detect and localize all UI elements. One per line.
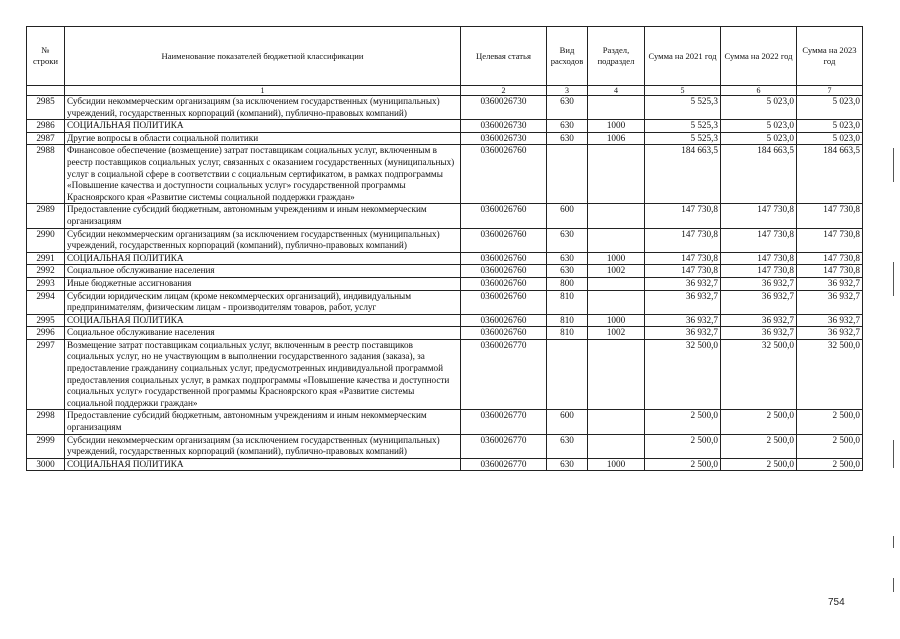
sum-2023-cell: 2 500,0	[797, 410, 863, 434]
sum-2022-cell: 5 023,0	[721, 120, 797, 133]
target-article-cell: 0360026760	[461, 228, 547, 252]
sum-2022-cell: 36 932,7	[721, 314, 797, 327]
expense-type-cell: 800	[547, 277, 588, 290]
sum-2023-cell: 36 932,7	[797, 290, 863, 314]
column-number: 5	[645, 86, 721, 96]
table-row	[27, 120, 863, 133]
target-article-cell: 0360026760	[461, 290, 547, 314]
sum-2023-cell: 36 932,7	[797, 277, 863, 290]
row-number-cell: 2987	[27, 132, 65, 145]
sum-2023-cell: 36 932,7	[797, 314, 863, 327]
sum-2021-cell: 36 932,7	[645, 290, 721, 314]
sum-2023-cell: 184 663,5	[797, 145, 863, 204]
sum-2021-cell: 147 730,8	[645, 252, 721, 265]
sum-2023-cell: 147 730,8	[797, 252, 863, 265]
indicator-name-cell: Субсидии юридическим лицам (кроме некоммерческих организаций), индивидуальным предпринимателям, физическим лицам - производителям товаров, работ, услуг	[65, 290, 461, 314]
table-row	[27, 277, 863, 290]
section-cell	[588, 204, 645, 228]
section-cell	[588, 277, 645, 290]
sum-2022-cell: 147 730,8	[721, 204, 797, 228]
indicator-name-cell: Социальное обслуживание населения	[65, 327, 461, 340]
section-cell: 1002	[588, 265, 645, 278]
indicator-name-cell: Другие вопросы в области социальной политики	[65, 132, 461, 145]
table-row	[27, 265, 863, 278]
sum-2023-cell: 5 023,0	[797, 120, 863, 133]
section-cell	[588, 339, 645, 410]
sum-2021-cell: 147 730,8	[645, 204, 721, 228]
sum-2023-cell: 5 023,0	[797, 96, 863, 120]
row-number-cell: 2998	[27, 410, 65, 434]
row-number-cell: 3000	[27, 458, 65, 471]
target-article-cell: 0360026760	[461, 145, 547, 204]
indicator-name-cell: Предоставление субсидий бюджетным, автономным учреждениям и иным некоммерческим организациям	[65, 204, 461, 228]
column-number	[27, 86, 65, 96]
expense-type-cell	[547, 339, 588, 410]
indicator-name-cell: СОЦИАЛЬНАЯ ПОЛИТИКА	[65, 252, 461, 265]
sum-2023-cell: 2 500,0	[797, 434, 863, 458]
header-expense-type: Вид расходов	[547, 27, 588, 86]
table-row	[27, 434, 863, 458]
expense-type-cell: 630	[547, 265, 588, 278]
sum-2021-cell: 5 525,3	[645, 96, 721, 120]
row-number-cell: 2997	[27, 339, 65, 410]
header-row-number: № строки	[27, 27, 65, 86]
indicator-name-cell: Иные бюджетные ассигнования	[65, 277, 461, 290]
sum-2021-cell: 147 730,8	[645, 228, 721, 252]
row-number-cell: 2986	[27, 120, 65, 133]
expense-type-cell: 600	[547, 204, 588, 228]
target-article-cell: 0360026760	[461, 204, 547, 228]
sum-2022-cell: 32 500,0	[721, 339, 797, 410]
column-number: 7	[797, 86, 863, 96]
section-cell: 1000	[588, 458, 645, 471]
sum-2021-cell: 32 500,0	[645, 339, 721, 410]
row-number-cell: 2991	[27, 252, 65, 265]
expense-type-cell: 630	[547, 96, 588, 120]
table-row	[27, 410, 863, 434]
target-article-cell: 0360026770	[461, 410, 547, 434]
sum-2022-cell: 2 500,0	[721, 434, 797, 458]
sum-2023-cell: 147 730,8	[797, 228, 863, 252]
sum-2022-cell: 5 023,0	[721, 132, 797, 145]
section-cell: 1006	[588, 132, 645, 145]
sum-2021-cell: 2 500,0	[645, 410, 721, 434]
section-cell: 1000	[588, 314, 645, 327]
section-cell	[588, 228, 645, 252]
sum-2023-cell: 5 023,0	[797, 132, 863, 145]
sum-2021-cell: 2 500,0	[645, 434, 721, 458]
row-number-cell: 2985	[27, 96, 65, 120]
header-sum-2023: Сумма на 2023 год	[797, 27, 863, 86]
row-number-cell: 2992	[27, 265, 65, 278]
table-row	[27, 145, 863, 204]
sum-2022-cell: 147 730,8	[721, 265, 797, 278]
target-article-cell: 0360026760	[461, 277, 547, 290]
sum-2021-cell: 5 525,3	[645, 120, 721, 133]
sum-2021-cell: 5 525,3	[645, 132, 721, 145]
sum-2023-cell: 36 932,7	[797, 327, 863, 340]
sum-2023-cell: 147 730,8	[797, 265, 863, 278]
sum-2021-cell: 184 663,5	[645, 145, 721, 204]
row-number-cell: 2990	[27, 228, 65, 252]
column-number: 2	[461, 86, 547, 96]
margin-mark	[893, 536, 894, 548]
target-article-cell: 0360026760	[461, 314, 547, 327]
expense-type-cell: 630	[547, 228, 588, 252]
section-cell: 1000	[588, 120, 645, 133]
header-target-article: Целевая статья	[461, 27, 547, 86]
target-article-cell: 0360026760	[461, 327, 547, 340]
expense-type-cell: 810	[547, 290, 588, 314]
section-cell: 1002	[588, 327, 645, 340]
column-number: 4	[588, 86, 645, 96]
table-row	[27, 132, 863, 145]
sum-2022-cell: 36 932,7	[721, 290, 797, 314]
target-article-cell: 0360026760	[461, 265, 547, 278]
indicator-name-cell: Возмещение затрат поставщикам социальных услуг, включенным в реестр поставщиков социальных услуг, но не участвующим в выполнении государственного задания (заказа), за предоставление гражданину социальных услуг, предусмотренных индивидуальной программой предоставления социальных услуг, в рамках подпрограммы «Повышение качества и доступности социальных услуг» государственной программы Красноярского края «Развитие системы социальной поддержки граждан»	[65, 339, 461, 410]
expense-type-cell: 810	[547, 314, 588, 327]
table-row	[27, 96, 863, 120]
target-article-cell: 0360026760	[461, 252, 547, 265]
table-body	[27, 96, 863, 471]
sum-2021-cell: 2 500,0	[645, 458, 721, 471]
sum-2022-cell: 2 500,0	[721, 458, 797, 471]
row-number-cell: 2988	[27, 145, 65, 204]
indicator-name-cell: Предоставление субсидий бюджетным, автономным учреждениям и иным некоммерческим организациям	[65, 410, 461, 434]
table-row	[27, 314, 863, 327]
expense-type-cell: 630	[547, 434, 588, 458]
target-article-cell: 0360026730	[461, 132, 547, 145]
header-sum-2021: Сумма на 2021 год	[645, 27, 721, 86]
table-row	[27, 339, 863, 410]
column-number: 1	[65, 86, 461, 96]
column-number: 6	[721, 86, 797, 96]
indicator-name-cell: Субсидии некоммерческим организациям (за исключением государственных (муниципальных) учреждений, государственных корпораций (компаний), публично-правовых компаний)	[65, 434, 461, 458]
page-number: 754	[828, 597, 845, 608]
indicator-name-cell: Субсидии некоммерческим организациям (за исключением государственных (муниципальных) учреждений, государственных корпораций (компаний), публично-правовых компаний)	[65, 96, 461, 120]
row-number-cell: 2989	[27, 204, 65, 228]
margin-mark	[893, 262, 894, 296]
target-article-cell: 0360026770	[461, 339, 547, 410]
sum-2023-cell: 147 730,8	[797, 204, 863, 228]
indicator-name-cell: Субсидии некоммерческим организациям (за исключением государственных (муниципальных) учреждений, государственных корпораций (компаний), публично-правовых компаний)	[65, 228, 461, 252]
budget-table	[26, 26, 863, 471]
header-sum-2022: Сумма на 2022 год	[721, 27, 797, 86]
budget-sheet	[26, 26, 862, 471]
table-row	[27, 458, 863, 471]
sum-2021-cell: 147 730,8	[645, 265, 721, 278]
column-number: 3	[547, 86, 588, 96]
row-number-cell: 2994	[27, 290, 65, 314]
expense-type-cell: 600	[547, 410, 588, 434]
section-cell	[588, 434, 645, 458]
indicator-name-cell: Финансовое обеспечение (возмещение) затрат поставщикам социальных услуг, включенным в реестр поставщиков социальных услуг, связанных с оказанием государственных (муниципальных) услуг в социальной сфере в соответствии с социальным сертификатом, в рамках подпрограммы «Повышение качества и доступности социальных услуг» государственной программы Красноярского края «Развитие системы социальной поддержки граждан»	[65, 145, 461, 204]
sum-2022-cell: 2 500,0	[721, 410, 797, 434]
target-article-cell: 0360026730	[461, 120, 547, 133]
row-number-cell: 2999	[27, 434, 65, 458]
sum-2022-cell: 36 932,7	[721, 277, 797, 290]
sum-2022-cell: 36 932,7	[721, 327, 797, 340]
sum-2023-cell: 2 500,0	[797, 458, 863, 471]
indicator-name-cell: СОЦИАЛЬНАЯ ПОЛИТИКА	[65, 120, 461, 133]
expense-type-cell: 630	[547, 132, 588, 145]
expense-type-cell	[547, 145, 588, 204]
header-section: Раздел, подраздел	[588, 27, 645, 86]
row-number-cell: 2995	[27, 314, 65, 327]
table-row	[27, 228, 863, 252]
section-cell	[588, 290, 645, 314]
expense-type-cell: 630	[547, 252, 588, 265]
indicator-name-cell: СОЦИАЛЬНАЯ ПОЛИТИКА	[65, 314, 461, 327]
column-number-row	[27, 86, 863, 96]
indicator-name-cell: СОЦИАЛЬНАЯ ПОЛИТИКА	[65, 458, 461, 471]
sum-2022-cell: 5 023,0	[721, 96, 797, 120]
expense-type-cell: 630	[547, 120, 588, 133]
table-row	[27, 204, 863, 228]
table-header-row	[27, 27, 863, 86]
sum-2022-cell: 147 730,8	[721, 228, 797, 252]
margin-mark	[893, 148, 894, 182]
margin-mark	[893, 578, 894, 592]
header-name: Наименование показателей бюджетной классификации	[65, 27, 461, 86]
sum-2021-cell: 36 932,7	[645, 314, 721, 327]
target-article-cell: 0360026770	[461, 434, 547, 458]
table-row	[27, 327, 863, 340]
sum-2021-cell: 36 932,7	[645, 327, 721, 340]
target-article-cell: 0360026770	[461, 458, 547, 471]
sum-2022-cell: 184 663,5	[721, 145, 797, 204]
sum-2022-cell: 147 730,8	[721, 252, 797, 265]
sum-2023-cell: 32 500,0	[797, 339, 863, 410]
section-cell: 1000	[588, 252, 645, 265]
table-row	[27, 252, 863, 265]
section-cell	[588, 96, 645, 120]
table-row	[27, 290, 863, 314]
sum-2021-cell: 36 932,7	[645, 277, 721, 290]
row-number-cell: 2993	[27, 277, 65, 290]
section-cell	[588, 145, 645, 204]
expense-type-cell: 810	[547, 327, 588, 340]
expense-type-cell: 630	[547, 458, 588, 471]
section-cell	[588, 410, 645, 434]
target-article-cell: 0360026730	[461, 96, 547, 120]
indicator-name-cell: Социальное обслуживание населения	[65, 265, 461, 278]
row-number-cell: 2996	[27, 327, 65, 340]
margin-mark	[893, 440, 894, 468]
